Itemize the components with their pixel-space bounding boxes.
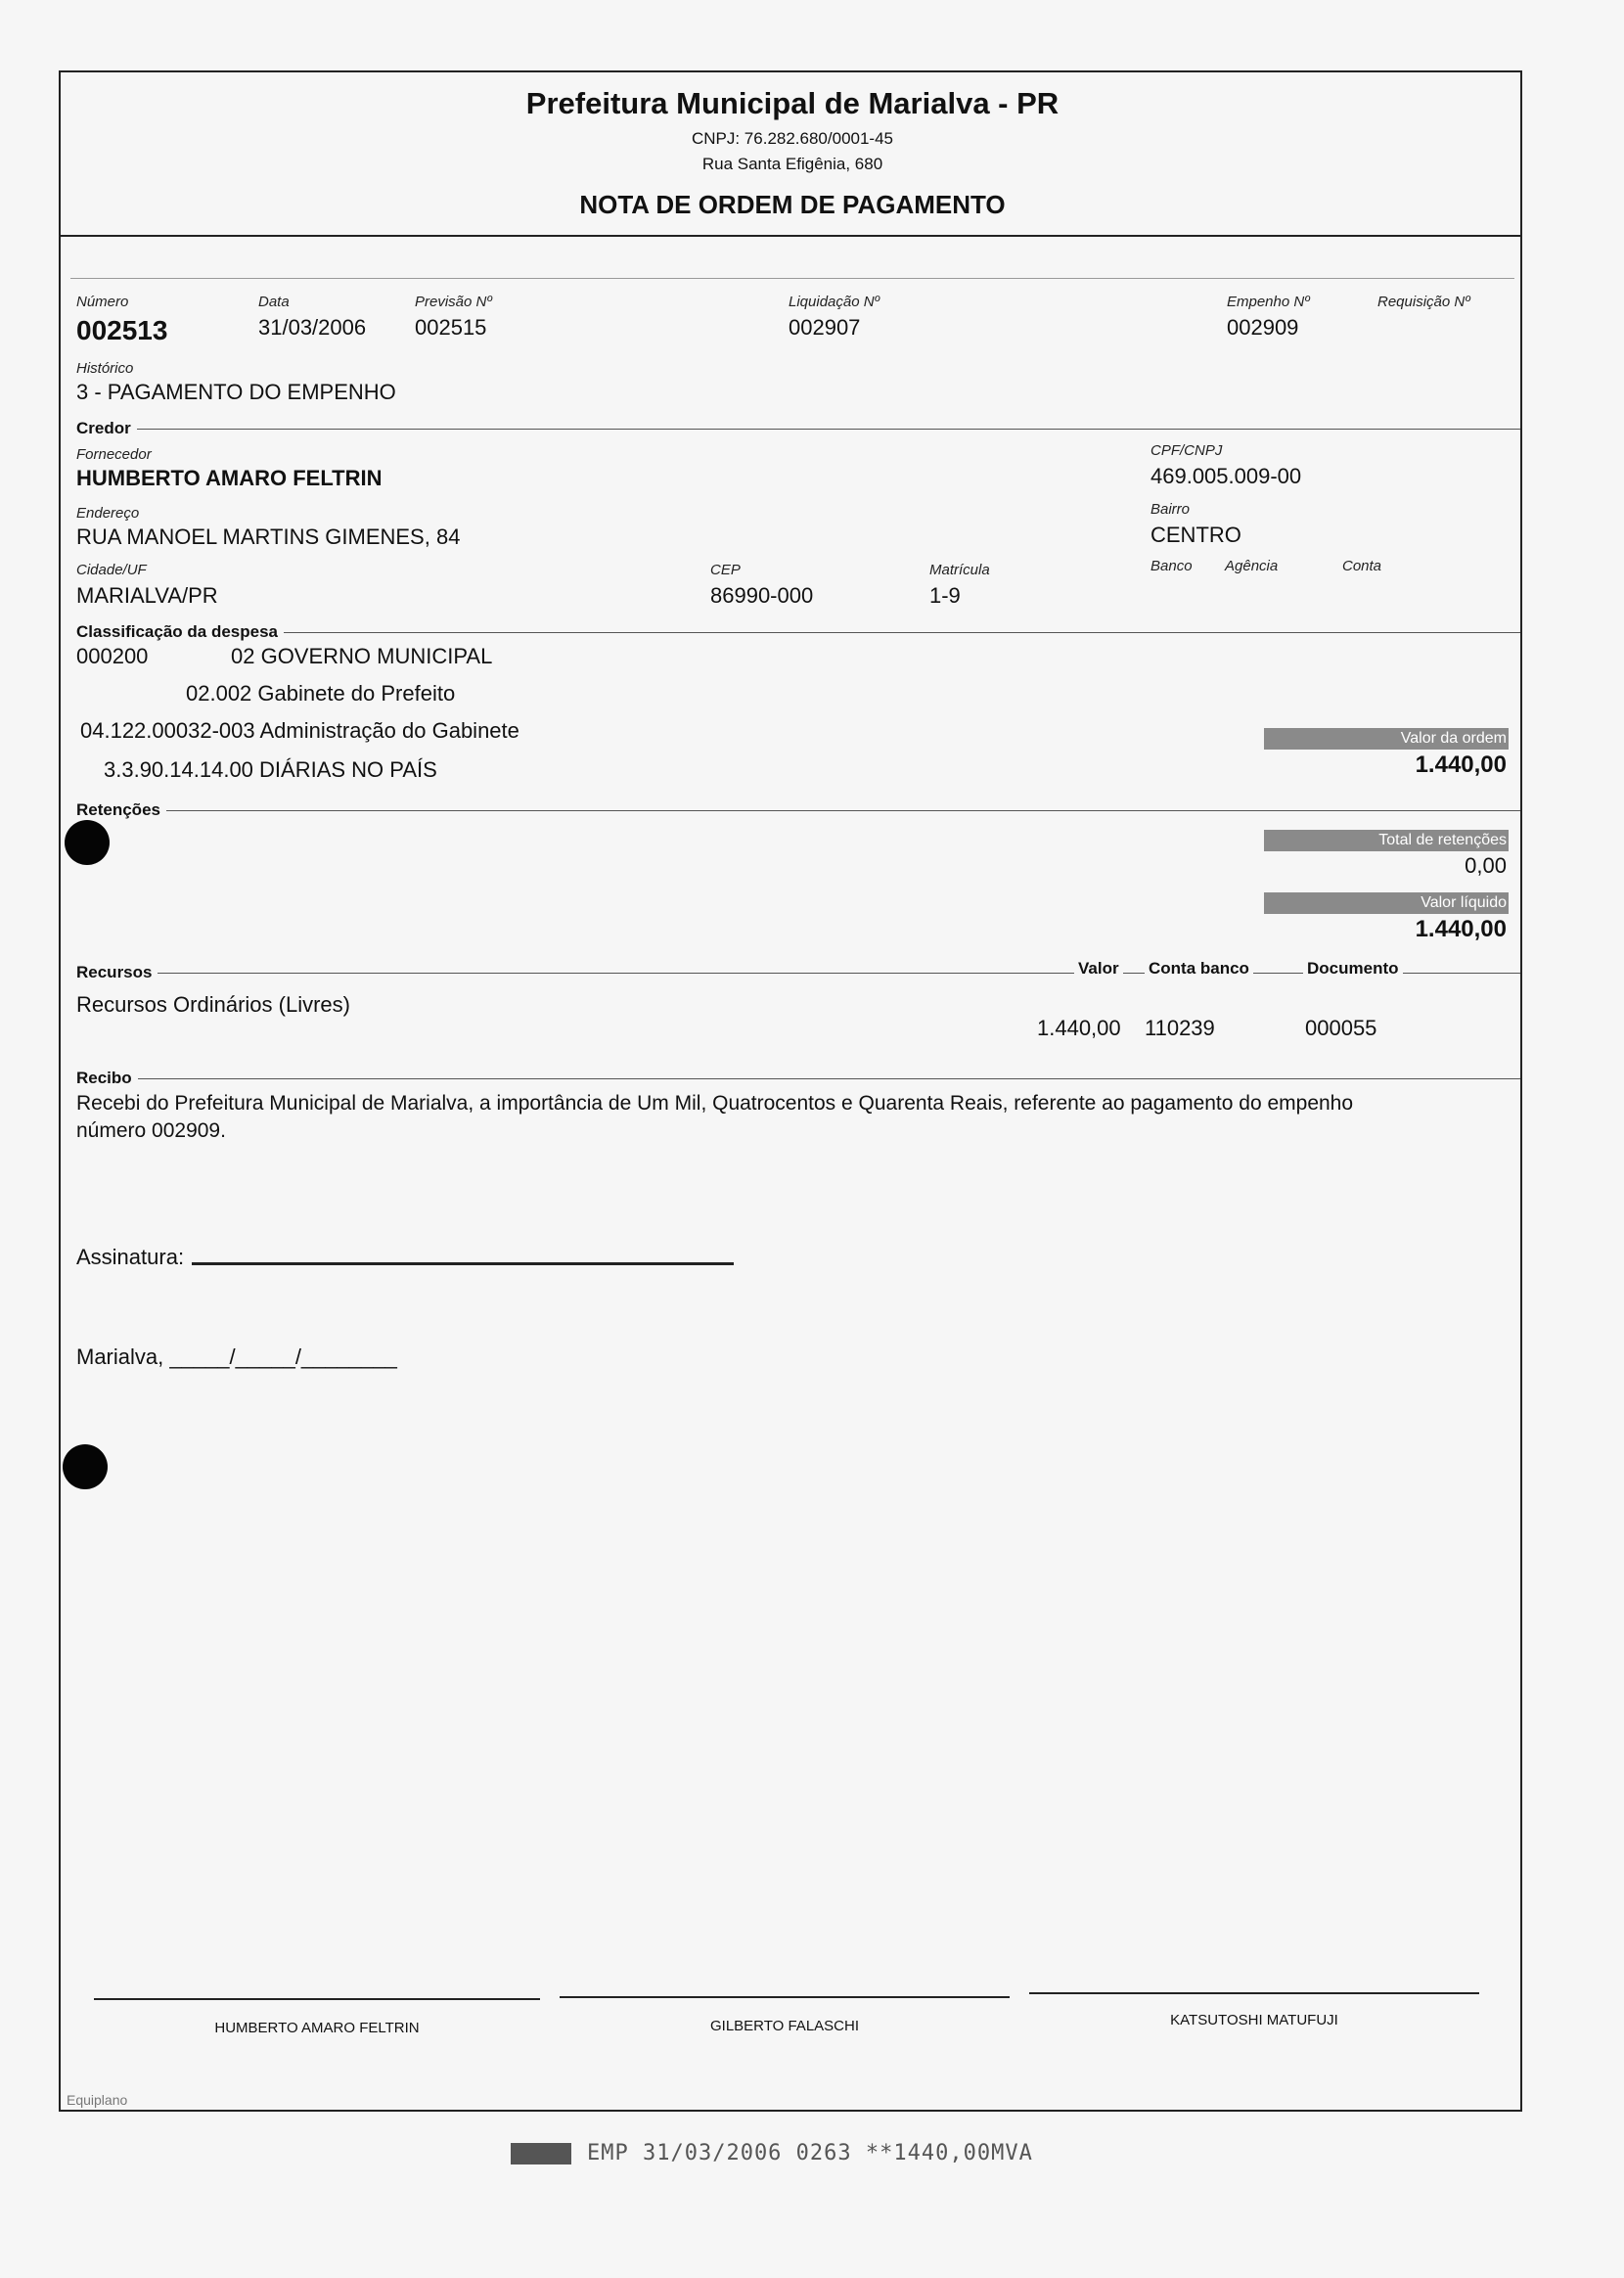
matricula-label: Matrícula [929,562,990,578]
classificacao-line-3: 04.122.00032-003 Administração do Gabinete [80,718,519,743]
recursos-descricao: Recursos Ordinários (Livres) [76,992,350,1017]
assinatura-label: Assinatura: [76,1245,185,1269]
total-retencoes-value: 0,00 [1465,853,1507,878]
recursos-documento: 000055 [1305,1016,1377,1040]
bairro-label: Bairro [1150,501,1191,518]
liquidacao-label: Liquidação Nº [789,294,880,310]
matricula-value: 1-9 [929,583,961,608]
recibo-text-line-1: Recebi do Prefeitura Municipal de Marialva, a importância de Um Mil, Quatrocentos e Quarenta Reais, referente ao pagamento do empenho [76,1092,1354,1115]
stamp-text: EMP 31/03/2006 0263 **1440,00MVA [587,2141,1033,2165]
assinatura-line[interactable] [192,1262,734,1265]
endereco-value: RUA MANOEL MARTINS GIMENES, 84 [76,524,461,549]
valor-liquido-value: 1.440,00 [1415,916,1507,942]
signature-line-2 [560,1996,1010,1998]
signature-line-1 [94,1998,540,2000]
data-label: Data [258,294,290,310]
recibo-rule [76,1078,1520,1079]
cep-label: CEP [710,562,741,578]
cidade-label: Cidade/UF [76,562,147,578]
numero-value: 002513 [76,315,168,345]
valor-ordem-value: 1.440,00 [1415,752,1507,778]
classificacao-code: 000200 [76,644,149,668]
recursos-conta: 110239 [1145,1016,1215,1040]
punch-hole-mark-top [65,820,110,865]
total-retencoes-label: Total de retenções [1264,830,1509,851]
liquidacao-value: 002907 [789,315,861,340]
signature-name-2: GILBERTO FALASCHI [710,2018,859,2034]
fornecedor-value: HUMBERTO AMARO FELTRIN [76,466,383,490]
signature-line-3 [1029,1992,1479,1994]
empenho-label: Empenho Nº [1227,294,1310,310]
valor-ordem-label: Valor da ordem [1264,728,1509,750]
recibo-section-title: Recibo [76,1069,138,1088]
cnpj-line: CNPJ: 76.282.680/0001-45 [691,129,894,148]
endereco-label: Endereço [76,505,140,522]
local-data-line: Marialva, _____/_____/________ [76,1344,397,1369]
bank-stamp [511,2141,1033,2165]
previsao-value: 002515 [415,315,487,340]
signature-name-1: HUMBERTO AMARO FELTRIN [214,2020,420,2036]
credor-rule [76,429,1520,430]
recursos-valor-header: Valor [1074,959,1123,979]
cep-value: 86990-000 [710,583,814,608]
punch-hole-mark-bottom [63,1444,108,1489]
credor-section-title: Credor [76,419,137,438]
banco-label: Banco [1150,558,1193,574]
requisicao-label: Requisição Nº [1377,294,1470,310]
recursos-documento-header: Documento [1303,959,1403,979]
header-divider [61,235,1520,237]
classificacao-rule [76,632,1520,633]
address-line: Rua Santa Efigênia, 680 [701,155,883,173]
signature-name-3: KATSUTOSHI MATUFUJI [1170,2012,1338,2028]
page-title: Prefeitura Municipal de Marialva - PR [525,86,1060,120]
cpf-value: 469.005.009-00 [1150,464,1302,488]
valor-liquido-label: Valor líquido [1264,892,1509,914]
cidade-value: MARIALVA/PR [76,583,218,608]
empenho-value: 002909 [1227,315,1299,340]
agencia-label: Agência [1225,558,1279,574]
classificacao-section-title: Classificação da despesa [76,622,284,642]
recursos-section-title: Recursos [76,963,158,982]
retencoes-section-title: Retenções [76,800,166,820]
numero-label: Número [76,294,129,310]
data-value: 31/03/2006 [258,315,367,340]
previsao-label: Previsão Nº [415,294,492,310]
cpf-label: CPF/CNPJ [1150,442,1223,459]
stamp-logo [511,2143,571,2164]
software-name: Equiplano [67,2092,128,2108]
classificacao-line-1: 02 GOVERNO MUNICIPAL [231,644,493,668]
historico-label: Histórico [76,360,134,377]
document-title: NOTA DE ORDEM DE PAGAMENTO [579,190,1006,219]
classificacao-line-2: 02.002 Gabinete do Prefeito [186,681,456,706]
classificacao-line-4: 3.3.90.14.14.00 DIÁRIAS NO PAÍS [104,757,437,782]
bairro-value: CENTRO [1150,523,1241,547]
recursos-conta-header: Conta banco [1145,959,1253,979]
conta-label: Conta [1342,558,1382,574]
retencoes-rule [76,810,1520,811]
recursos-valor: 1.440,00 [1037,1016,1121,1040]
recibo-text-line-2: número 002909. [76,1119,226,1142]
form-frame [59,70,1522,2112]
fornecedor-label: Fornecedor [76,446,152,463]
historico-value: 3 - PAGAMENTO DO EMPENHO [76,380,396,404]
thin-divider [70,278,1514,279]
